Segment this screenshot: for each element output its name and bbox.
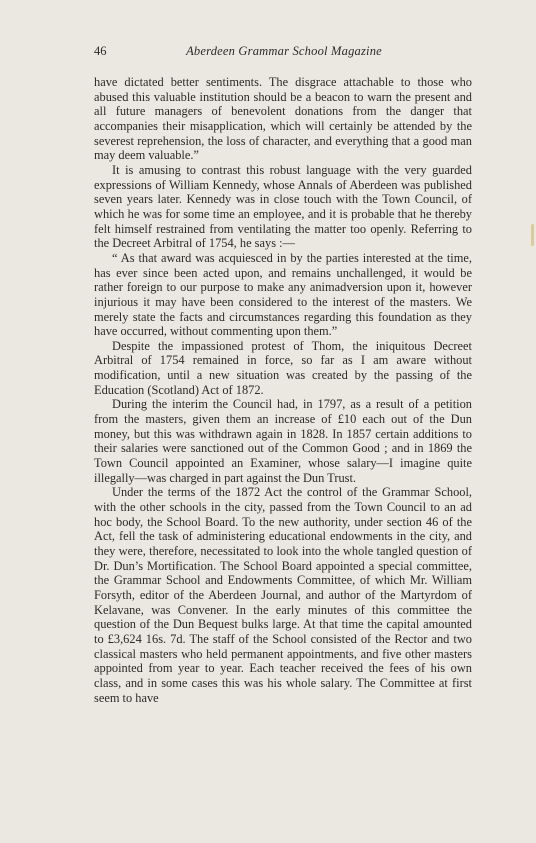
page-header: [94, 44, 474, 62]
margin-mark: [531, 224, 534, 246]
page-number: 46: [94, 44, 107, 58]
paragraph: It is amusing to contrast this robust language with the very guarded expressions of William Kennedy, whose Annals of Aberdeen was published seven years later. Kennedy was in close touch with the Town Council, of which he was for some time an employee, and it is probable that he thereby felt himself restrained from ventilating the matter too openly. Referring to the Decreet Arbitral of 1754, he says :—: [94, 162, 472, 251]
paragraph: Despite the impassioned protest of Thom, the iniquitous Decreet Arbitral of 1754 remained in force, so far as I am aware without modification, until a new situation was created by the passing of the Education (Scotland) Act of 1872.: [94, 338, 472, 397]
body-text: [94, 75, 472, 705]
paragraph: During the interim the Council had, in 1797, as a result of a petition from the masters, given them an increase of £10 each out of the Dun money, but this was withdrawn again in 1828. In 1857 certain additions to their salaries were sanctioned out of the Common Good ; and in 1869 the Town Council appointed an Examiner, whose salary—I imagine quite illegally—was charged in part against the Dun Trust.: [94, 397, 472, 485]
paragraph: Under the terms of the 1872 Act the control of the Grammar School, with the other schools in the city, passed from the Town Council to an ad hoc body, the School Board. To the new authority, under section 46 of the Act, fell the task of administering educational endowments in the city, and they were, therefore, necessitated to look into the whole tangled question of Dr. Dun’s Mortification. The School Board appointed a special committee, the Grammar School and Endowments Committee, of which Mr. William Forsyth, editor of the Aberdeen Journal, and author of the Martyrdom of Kelavane, was Convener. In the early minutes of this committee the question of the Dun Bequest bulks large. At that time the capital amounted to £3,624 16s. 7d. The staff of the School consisted of the Rector and two classical masters who held permanent appointments, and five other masters appointed from year to year. Each teacher received the fees of his own class, and in some cases this was his whole salary. The Committee at first seem to have: [94, 485, 472, 705]
quotation-paragraph: “ As that award was acquiesced in by the parties interested at the time, has ever since been acted upon, and remains unchallenged, it would be rather foreign to our purpose to make any animadversion upon it, however injurious it may have been considered to the interest of the masters. We merely state the facts and circumstances regarding this foundation as they have occurred, without commenting upon them.”: [94, 250, 472, 339]
paragraph: have dictated better sentiments. The disgrace attachable to those who abused this valuable institution should be a beacon to warn the present and all future managers of benevolent donations from the danger that accompanies their misapplication, which will certainly be attended by the severest reprehension, the loss of character, and everything that a good man may deem valuable.”: [94, 75, 472, 163]
running-title: Aberdeen Grammar School Magazine: [186, 44, 382, 58]
